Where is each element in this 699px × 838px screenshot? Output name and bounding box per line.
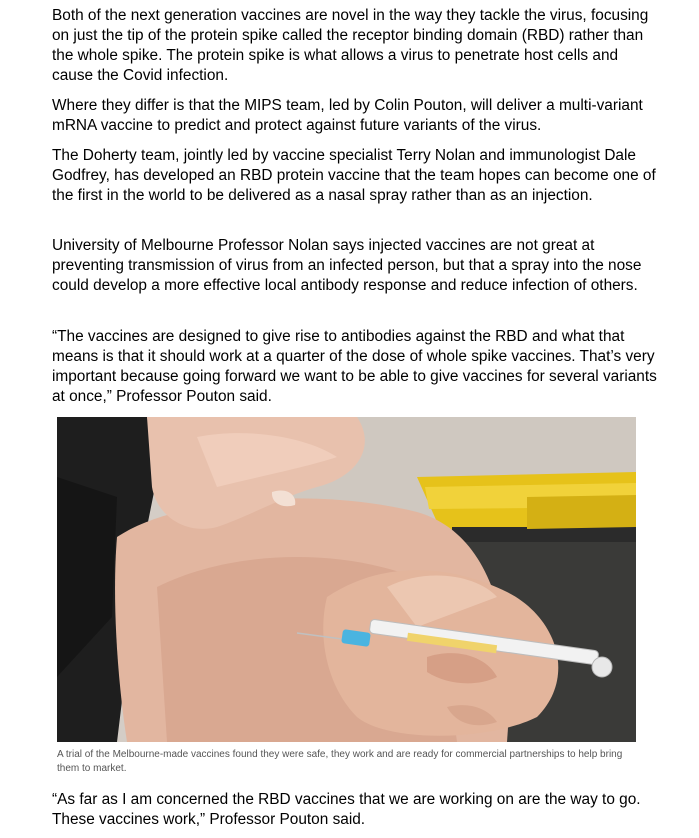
article-paragraph-6: “As far as I am concerned the RBD vaccines that we are working on are the way to go. These vaccines work,” Professor Pouton said. (52, 791, 641, 828)
article-paragraph-4: University of Melbourne Professor Nolan says injected vaccines are not great at preventing transmission of virus from an infected person, but that a spray into the nose could develop a more effective local antibody response and reduce infection of others. (52, 237, 642, 294)
vaccine-injection-photo (57, 417, 636, 742)
article-paragraph-2: Where they differ is that the MIPS team, led by Colin Pouton, will deliver a multi-variant mRNA vaccine to predict and protect against future variants of the virus. (52, 97, 643, 134)
article-paragraph-1: Both of the next generation vaccines are novel in the way they tackle the virus, focusing on just the tip of the protein spike called the receptor binding domain (RBD) rather than the whole spike. The protein spike is what allows a virus to penetrate host cells and cause the Covid infection. (52, 7, 649, 84)
article-paragraph-5: “The vaccines are designed to give rise to antibodies against the RBD and what that means is that it should work at a quarter of the dose of whole spike vaccines. That’s very important because going forward we want to be able to give vaccines for several variants at once,” Professor Pouton said. (52, 328, 657, 405)
article-paragraph-3: The Doherty team, jointly led by vaccine specialist Terry Nolan and immunologist Dale Godfrey, has developed an RBD protein vaccine that the team hopes can become one of the first in the world to be delivered as a nasal spray rather than as an injection. (52, 147, 656, 204)
photo-caption: A trial of the Melbourne-made vaccines found they were safe, they work and are ready for commercial partnerships to help bring them to market. (57, 749, 623, 774)
